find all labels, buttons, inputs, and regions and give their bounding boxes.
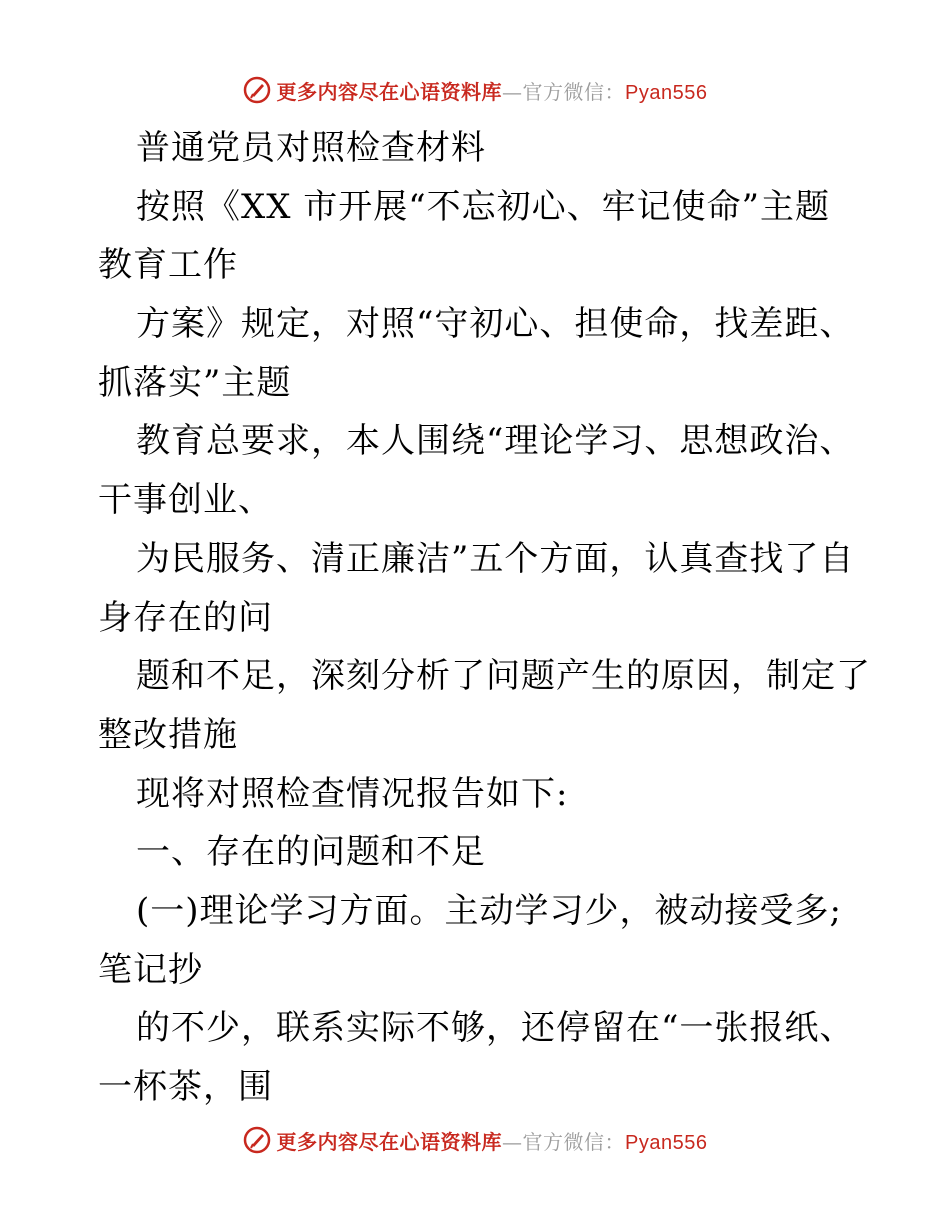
doc-line: 方案》规定，对照“守初心、担使命，找差距、 [136,304,855,345]
doc-line: 普通党员对照检查材料 [136,128,486,168]
doc-line: 身存在的问 [98,597,273,638]
doc-line: 的不少，联系实际不够，还停留在“一张报纸、 [136,1008,855,1049]
doc-line: (一)理论学习方面。主动学习少，被动接受多; [136,890,842,931]
watermark-dash: — [502,1129,523,1154]
watermark-dash: — [502,79,523,104]
watermark-banner-bottom [0,1120,950,1160]
doc-line: 笔记抄 [98,949,203,990]
watermark-wechat-id: Pyan556 [625,81,708,104]
doc-line: 干事创业、 [98,480,273,521]
watermark-text [277,1126,708,1155]
watermark-contact: 官方微信： [522,79,626,104]
doc-line: 按照《XX 市开展“不忘初心、牢记使命”主题 [136,186,830,227]
quill-logo-icon [243,76,271,104]
watermark-main: 更多内容尽在心语资料库 [276,1129,503,1154]
doc-line: 为民服务、清正廉洁”五个方面，认真查找了自 [136,538,855,579]
document-body [98,119,871,1117]
quill-logo-icon [243,1126,271,1154]
doc-line: 一杯茶，围 [98,1067,273,1107]
doc-line: 教育工作 [98,245,238,286]
watermark-wechat-id: Pyan556 [625,1131,708,1154]
doc-line: 现将对照检查情况报告如下: [136,773,569,814]
doc-line: 一、存在的问题和不足 [136,832,486,873]
doc-line: 教育总要求，本人围绕“理论学习、思想政治、 [136,421,855,462]
watermark-main: 更多内容尽在心语资料库 [276,79,503,104]
doc-line: 题和不足，深刻分析了问题产生的原因，制定了 [136,656,871,697]
doc-line: 抓落实”主题 [98,362,292,403]
doc-line: 整改措施 [98,714,238,755]
watermark-text [277,76,708,105]
watermark-banner-top [0,70,950,110]
watermark-contact: 官方微信： [522,1129,626,1154]
